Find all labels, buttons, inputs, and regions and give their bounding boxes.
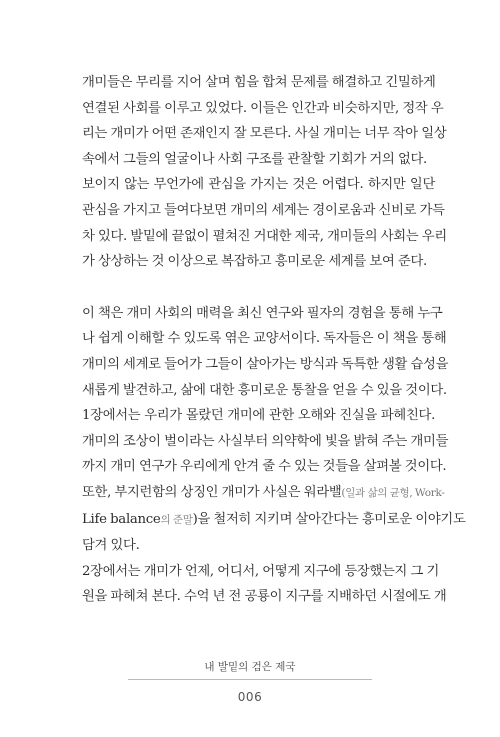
footer-divider <box>128 679 372 680</box>
paragraph-3 <box>68 301 449 403</box>
inline-note: 의 준말 <box>160 513 193 526</box>
text-line: 개미의 조상이 벌이라는 사실부터 의약학에 빛을 밝혀 주는 개미들 <box>82 433 449 449</box>
paragraph-2 <box>68 172 447 274</box>
text-line <box>68 507 466 534</box>
text-line: 가 상상하는 것 이상으로 복잡하고 흥미로운 세계를 보여 준다. <box>82 254 427 270</box>
text-line: 원을 파헤쳐 본다. 수억 년 전 공룡이 지구를 지배하던 시절에도 개 <box>82 589 447 605</box>
text-line <box>68 480 445 507</box>
text-line: 2장에서는 개미가 언제, 어디서, 어떻게 지구에 등장했는지 그 기 <box>82 563 440 579</box>
text-line: 나 쉽게 이해할 수 있도록 엮은 교양서이다. 독자들은 이 책을 통해 <box>82 331 447 347</box>
text-line: 개미의 세계로 들어가 그들이 살아가는 방식과 독특한 생활 습성을 <box>82 356 449 372</box>
text-line: 관심을 가지고 들여다보면 개미의 세계는 경이로움과 신비로 가득 <box>82 202 445 218</box>
text-line: 까지 개미 연구가 우리에게 안겨 줄 수 있는 것들을 살펴볼 것이다. <box>82 459 447 475</box>
text-line: 리는 개미가 어떤 존재인지 잘 모른다. 사실 개미는 너무 작아 일상 <box>82 126 447 142</box>
text-line: 이 책은 개미 사회의 매력을 최신 연구와 필자의 경험을 통해 누구 <box>82 305 443 321</box>
text-line: 담겨 있다. <box>82 538 140 554</box>
text-line: 새롭게 발견하고, 삶에 대한 흥미로운 통찰을 얻을 수 있을 것이다. <box>82 382 447 398</box>
text-line: 연결된 사회를 이루고 있었다. 이들은 인간과 비슷하지만, 정작 우 <box>82 100 444 116</box>
text-line: 차 있다. 발밑에 끝없이 펼쳐진 거대한 제국, 개미들의 사회는 우리 <box>82 228 447 244</box>
page-number: 006 <box>237 690 263 704</box>
text-segment: Life balance <box>82 511 161 527</box>
text-line: 속에서 그들의 얼굴이나 사회 구조를 관찰할 기회가 거의 없다. <box>82 151 427 167</box>
paragraph-1 <box>68 70 447 172</box>
text-segment: 또한, 부지런함의 상징인 개미가 사실은 워라밸 <box>82 484 342 500</box>
body-text <box>68 70 466 610</box>
text-line: 1장에서는 우리가 몰랐던 개미에 관한 오해와 진실을 파헤친다. <box>82 408 435 424</box>
text-line: 개미들은 무리를 지어 살며 힘을 합쳐 문제를 해결하고 긴밀하게 <box>82 75 436 90</box>
paragraph-5 <box>68 559 447 610</box>
paragraph-4 <box>68 403 466 559</box>
text-line: 보이지 않는 무언가에 관심을 가지는 것은 어렵다. 하지만 일단 <box>82 177 435 193</box>
text-segment: )을 철저히 지키며 살아간다는 흥미로운 이야기도 <box>192 511 466 527</box>
inline-note: (일과 삶의 균형, Work- <box>341 486 445 499</box>
running-footer-title: 내 발밑의 검은 제국 <box>204 661 296 673</box>
section-break <box>68 275 435 301</box>
